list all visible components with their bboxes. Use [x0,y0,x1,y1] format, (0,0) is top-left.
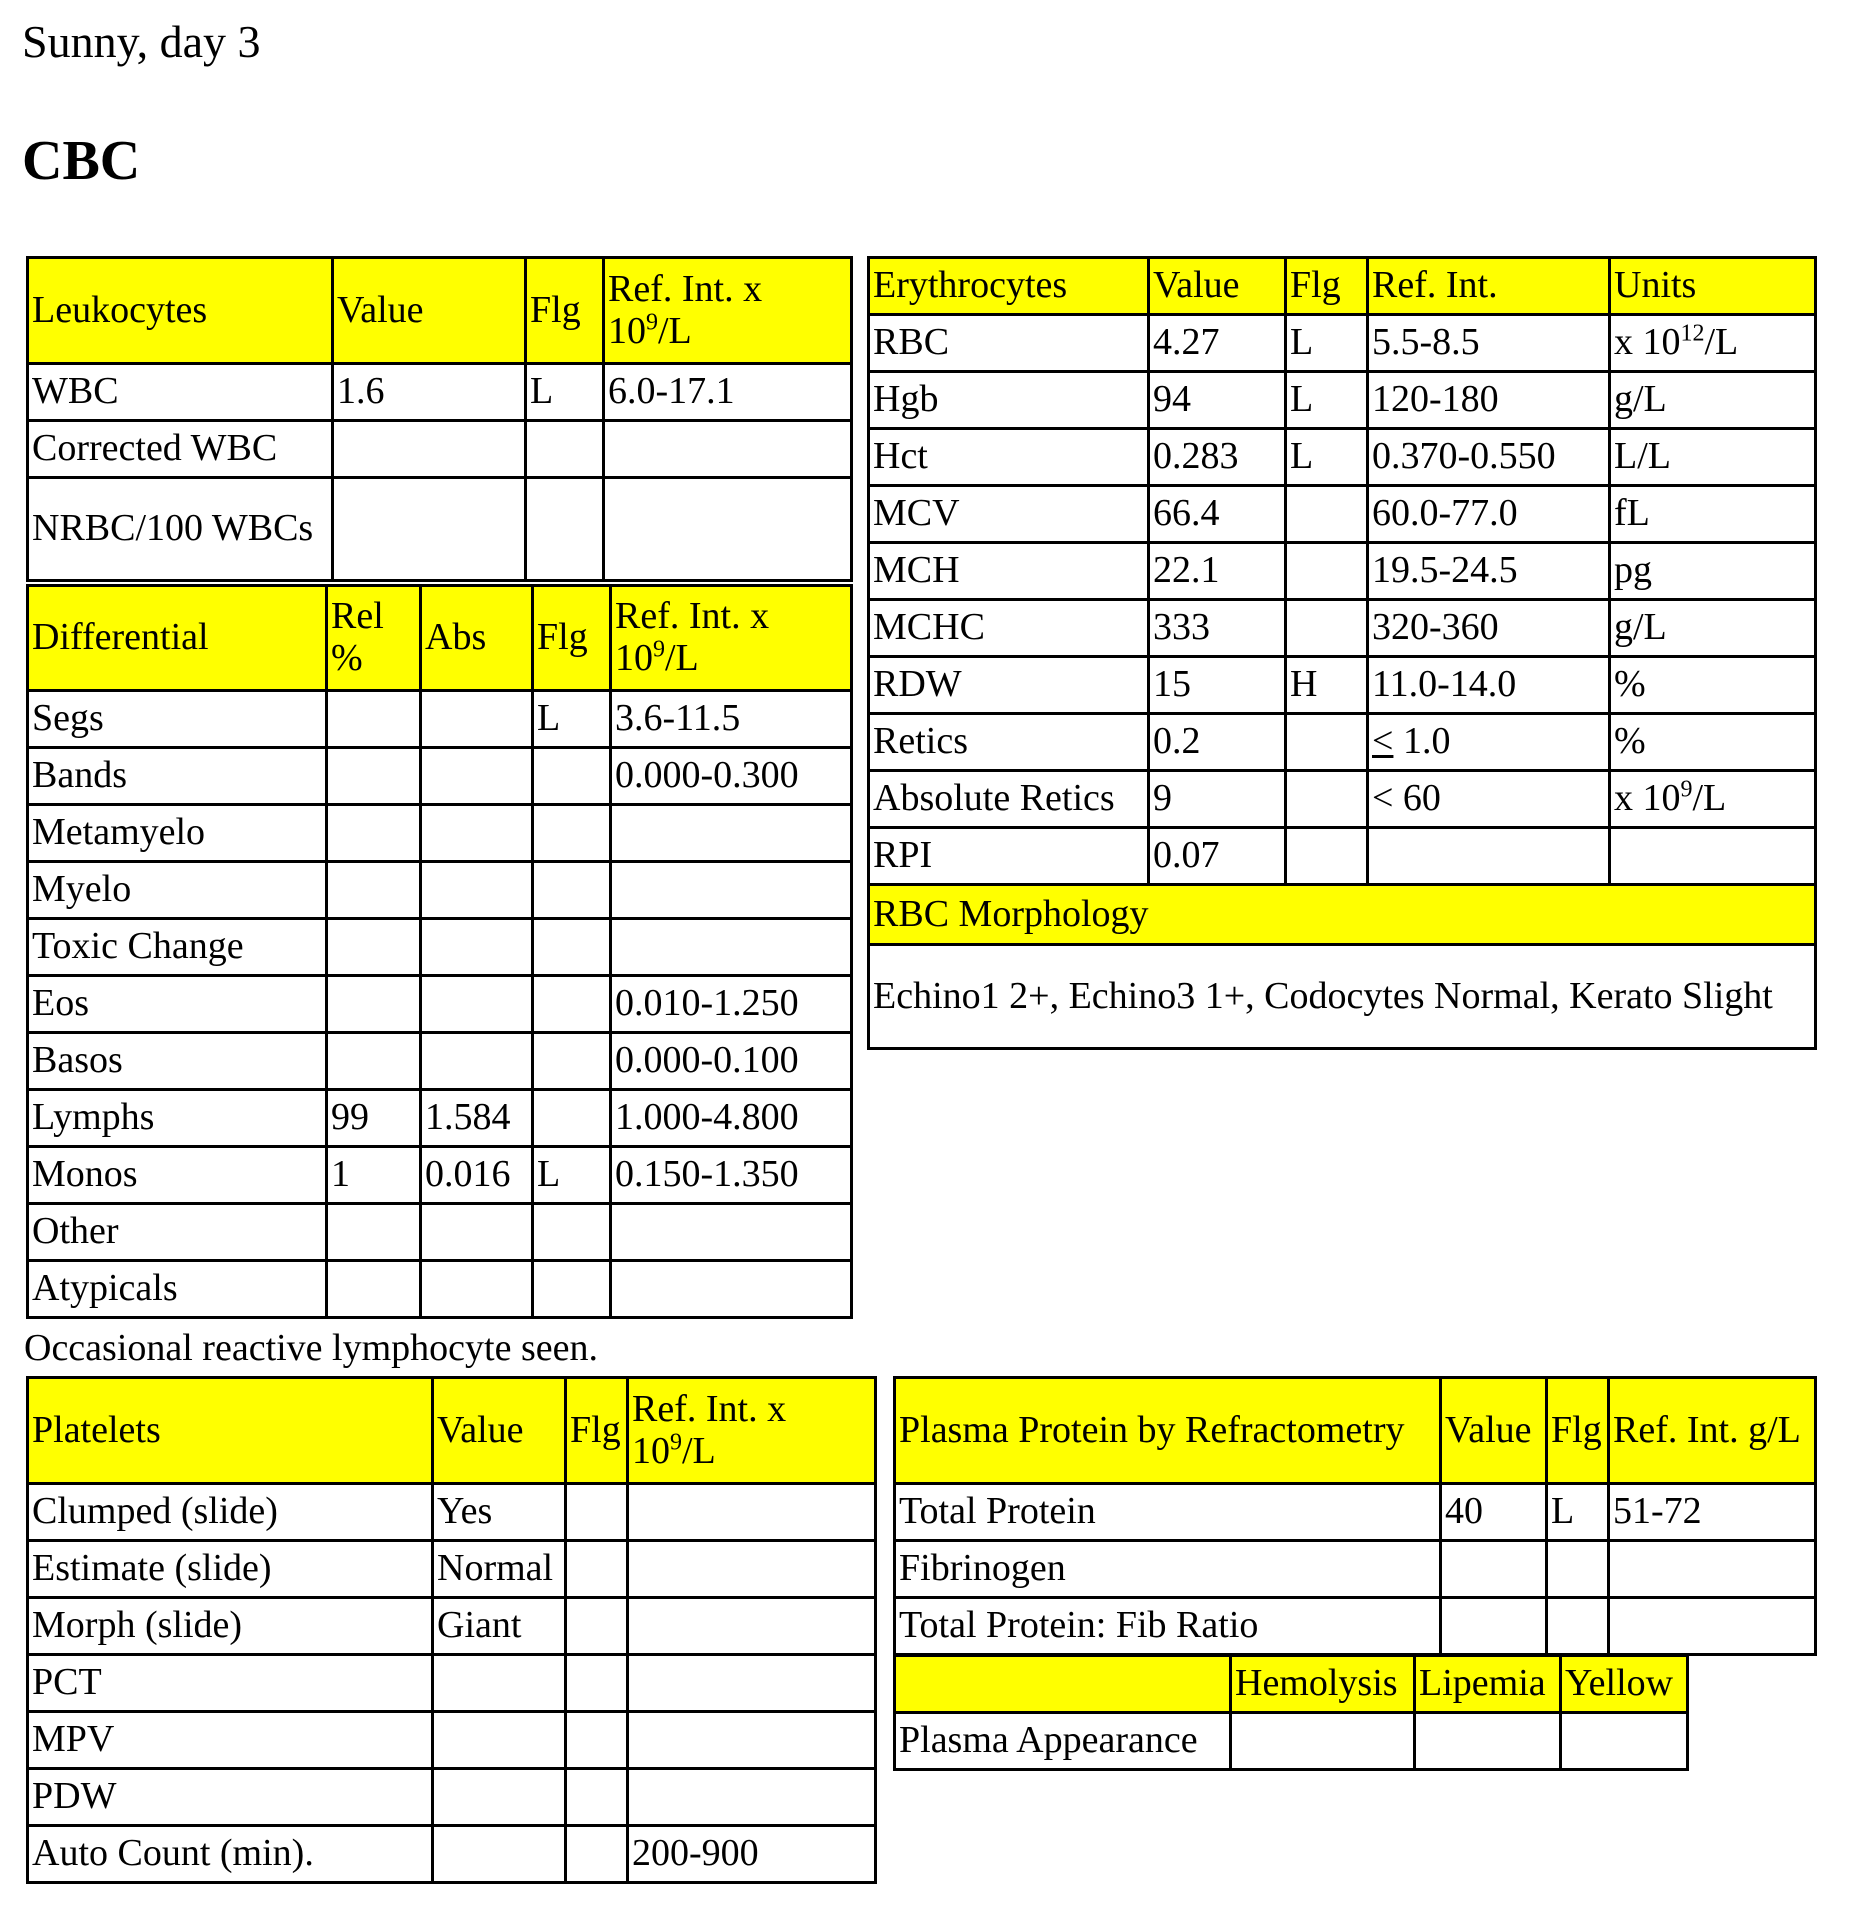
table-header-row [895,1378,1816,1484]
cell: 0.010-1.250 [611,976,852,1033]
cell [1547,1541,1609,1598]
cell: Hgb [869,372,1149,429]
table-row [869,771,1816,828]
header-cell: Platelets [28,1378,433,1484]
cell: 66.4 [1149,486,1286,543]
cell [628,1598,876,1655]
table-row [869,372,1816,429]
table-row [895,1484,1816,1541]
cell [1547,1598,1609,1655]
cell [628,1712,876,1769]
cell: L [533,1147,611,1204]
cell [433,1769,566,1826]
cell: 0.016 [421,1147,533,1204]
table-row [869,657,1816,714]
header-cell: Differential [28,586,327,691]
cell [604,421,852,478]
cell [421,1204,533,1261]
table-row [28,1484,876,1541]
cell [566,1541,628,1598]
cell: Other [28,1204,327,1261]
cell [1561,1713,1688,1770]
cell: 11.0-14.0 [1368,657,1610,714]
cell [433,1655,566,1712]
differential-note: Occasional reactive lymphocyte seen. [24,1327,598,1369]
cell [421,862,533,919]
cell [533,919,611,976]
cell [421,1033,533,1090]
table-row [28,1090,852,1147]
cell: 0.000-0.100 [611,1033,852,1090]
cell [526,478,604,581]
cell: H [1286,657,1368,714]
cell [628,1541,876,1598]
cell [604,478,852,581]
cell: RDW [869,657,1149,714]
cell [327,919,421,976]
cell: NRBC/100 WBCs [28,478,333,581]
header-cell: Flg [533,586,611,691]
cell [566,1655,628,1712]
cell [533,748,611,805]
header-cell: Units [1610,258,1816,315]
cell [421,919,533,976]
cell: PDW [28,1769,433,1826]
cell [1286,486,1368,543]
cell: 3.6-11.5 [611,691,852,748]
cell: 333 [1149,600,1286,657]
cell [1286,714,1368,771]
cell [533,1033,611,1090]
cell: 0.2 [1149,714,1286,771]
cell: 0.000-0.300 [611,748,852,805]
header-cell: Hemolysis [1231,1656,1415,1713]
cell [533,1090,611,1147]
cell: L [533,691,611,748]
header-cell: Ref. Int. x $10^9/L$ [611,586,852,691]
cell: Plasma Appearance [895,1713,1231,1770]
cell: L [1547,1484,1609,1541]
plasma-protein-table [893,1376,1817,1656]
header-cell: Yellow [1561,1656,1688,1713]
cell: x $10^9/L$ [1610,771,1816,828]
cell: < 1.0 [1368,714,1610,771]
cell: 1.584 [421,1090,533,1147]
cell: Auto Count (min). [28,1826,433,1883]
cell: 5.5-8.5 [1368,315,1610,372]
header-cell: Flg [1547,1378,1609,1484]
cell: 15 [1149,657,1286,714]
rbc-morphology-header: RBC Morphology [869,885,1816,945]
table-row [28,748,852,805]
table-row [895,1541,1816,1598]
cell: L [1286,372,1368,429]
cell: RBC [869,315,1149,372]
cell: Corrected WBC [28,421,333,478]
header-cell: Value [1149,258,1286,315]
cell: Bands [28,748,327,805]
header-cell: Ref. Int. x $10^9/L$ [628,1378,876,1484]
cell [421,691,533,748]
table-row [869,486,1816,543]
cell: MCV [869,486,1149,543]
cell [611,805,852,862]
cell [327,862,421,919]
cell: 0.07 [1149,828,1286,885]
cell [566,1484,628,1541]
cell: < 60 [1368,771,1610,828]
cell [333,421,526,478]
table-row [28,919,852,976]
cell: L/L [1610,429,1816,486]
table-row [28,1541,876,1598]
cell: 0.370-0.550 [1368,429,1610,486]
cell [611,1204,852,1261]
cell [1609,1598,1816,1655]
cell [566,1712,628,1769]
cell: Segs [28,691,327,748]
leukocytes-table [26,256,853,582]
table-header-row [869,258,1816,315]
cell: Eos [28,976,327,1033]
table-row [895,1713,1688,1770]
cell [533,1204,611,1261]
cell: L [1286,315,1368,372]
header-cell: Leukocytes [28,258,333,364]
cell [1609,1541,1816,1598]
cell: 51-72 [1609,1484,1816,1541]
cell: 19.5-24.5 [1368,543,1610,600]
table-row [28,691,852,748]
cell: Giant [433,1598,566,1655]
cell: 40 [1441,1484,1547,1541]
cell: Estimate (slide) [28,1541,433,1598]
cell [533,1261,611,1318]
header-cell: Flg [1286,258,1368,315]
table-row [895,1598,1816,1655]
rbc-morphology-text: Echino1 2+, Echino3 1+, Codocytes Normal, Kerato Slight [869,945,1816,1049]
cell [533,976,611,1033]
header-cell: Plasma Protein by Refractometry [895,1378,1441,1484]
cell: 0.150-1.350 [611,1147,852,1204]
cell: 1.000-4.800 [611,1090,852,1147]
cell [533,805,611,862]
cell: Normal [433,1541,566,1598]
cell: Basos [28,1033,327,1090]
cell: Monos [28,1147,327,1204]
table-row [869,945,1816,1049]
table-row [28,1147,852,1204]
table-header-row [28,258,852,364]
table-header-row [28,1378,876,1484]
cell [1610,828,1816,885]
cell: MCHC [869,600,1149,657]
cell: % [1610,714,1816,771]
cell: 94 [1149,372,1286,429]
table-row [869,714,1816,771]
cell [1286,771,1368,828]
cell [327,1204,421,1261]
differential-table [26,584,853,1319]
cell [1286,600,1368,657]
table-row [28,805,852,862]
header-cell: Value [333,258,526,364]
cell: L [526,364,604,421]
cell [333,478,526,581]
cell: Myelo [28,862,327,919]
cell [327,1033,421,1090]
cell: Total Protein [895,1484,1441,1541]
cell: 22.1 [1149,543,1286,600]
cell [1368,828,1610,885]
cell [1441,1598,1547,1655]
table-row [28,1204,852,1261]
table-header-row [28,586,852,691]
section-heading: CBC [22,130,141,192]
table-row [28,364,852,421]
cell: Toxic Change [28,919,327,976]
table-row [869,315,1816,372]
cell [327,805,421,862]
table-row [869,828,1816,885]
table-row [28,1769,876,1826]
cell [611,919,852,976]
table-row [869,429,1816,486]
cell: Lymphs [28,1090,327,1147]
cell: 60.0-77.0 [1368,486,1610,543]
cell: Absolute Retics [869,771,1149,828]
erythrocytes-table [867,256,1817,1050]
table-row [28,1655,876,1712]
cell: 6.0-17.1 [604,364,852,421]
cell: L [1286,429,1368,486]
cell [566,1769,628,1826]
cell: 320-360 [1368,600,1610,657]
cell: Fibrinogen [895,1541,1441,1598]
table-row [28,421,852,478]
platelets-table [26,1376,877,1884]
cell: Metamyelo [28,805,327,862]
table-row [28,1826,876,1883]
cell [1415,1713,1561,1770]
cell: Clumped (slide) [28,1484,433,1541]
cell: Atypicals [28,1261,327,1318]
table-row [28,862,852,919]
header-cell: Value [433,1378,566,1484]
table-header-row [895,1656,1688,1713]
table-row [869,543,1816,600]
cell [421,748,533,805]
cell: fL [1610,486,1816,543]
cell: RPI [869,828,1149,885]
header-cell: Ref. Int. x $10^9/L$ [604,258,852,364]
cell: g/L [1610,600,1816,657]
header-cell: Ref. Int. [1368,258,1610,315]
cell: pg [1610,543,1816,600]
cell: % [1610,657,1816,714]
cell: 1.6 [333,364,526,421]
cell: Hct [869,429,1149,486]
header-cell: Lipemia [1415,1656,1561,1713]
cell [1286,543,1368,600]
cell [421,1261,533,1318]
table-row [28,478,852,581]
cell [526,421,604,478]
cell [566,1598,628,1655]
cell [327,748,421,805]
cell: WBC [28,364,333,421]
cell: Morph (slide) [28,1598,433,1655]
cell: MCH [869,543,1149,600]
cell [611,862,852,919]
table-row [28,1261,852,1318]
header-cell: Value [1441,1378,1547,1484]
cell: Yes [433,1484,566,1541]
cell [421,976,533,1033]
cell [628,1655,876,1712]
cell [433,1712,566,1769]
cell [628,1484,876,1541]
cell [628,1769,876,1826]
header-cell: Abs [421,586,533,691]
cell: 1 [327,1147,421,1204]
cell [421,805,533,862]
cell: Total Protein: Fib Ratio [895,1598,1441,1655]
table-row [28,1712,876,1769]
page-title: Sunny, day 3 [22,16,261,67]
cell [327,691,421,748]
cell [433,1826,566,1883]
header-cell: Rel % [327,586,421,691]
plasma-appearance-table [893,1654,1689,1771]
header-cell: Ref. Int. g/L [1609,1378,1816,1484]
table-row [28,1033,852,1090]
cell [327,1261,421,1318]
cell [533,862,611,919]
cell: PCT [28,1655,433,1712]
cell: MPV [28,1712,433,1769]
cell [327,976,421,1033]
cell [611,1261,852,1318]
header-cell: Flg [566,1378,628,1484]
header-cell: Flg [526,258,604,364]
cell: 0.283 [1149,429,1286,486]
table-header-row [869,885,1816,945]
header-cell [895,1656,1231,1713]
cell [1231,1713,1415,1770]
cell [1441,1541,1547,1598]
cell: g/L [1610,372,1816,429]
cell: x $10^{12}/L$ [1610,315,1816,372]
cell: Retics [869,714,1149,771]
cell: 4.27 [1149,315,1286,372]
table-row [28,1598,876,1655]
cell: 120-180 [1368,372,1610,429]
header-cell: Erythrocytes [869,258,1149,315]
table-row [869,600,1816,657]
cell: 99 [327,1090,421,1147]
table-row [28,976,852,1033]
cell [1286,828,1368,885]
cell [566,1826,628,1883]
cell: 200-900 [628,1826,876,1883]
cell: 9 [1149,771,1286,828]
